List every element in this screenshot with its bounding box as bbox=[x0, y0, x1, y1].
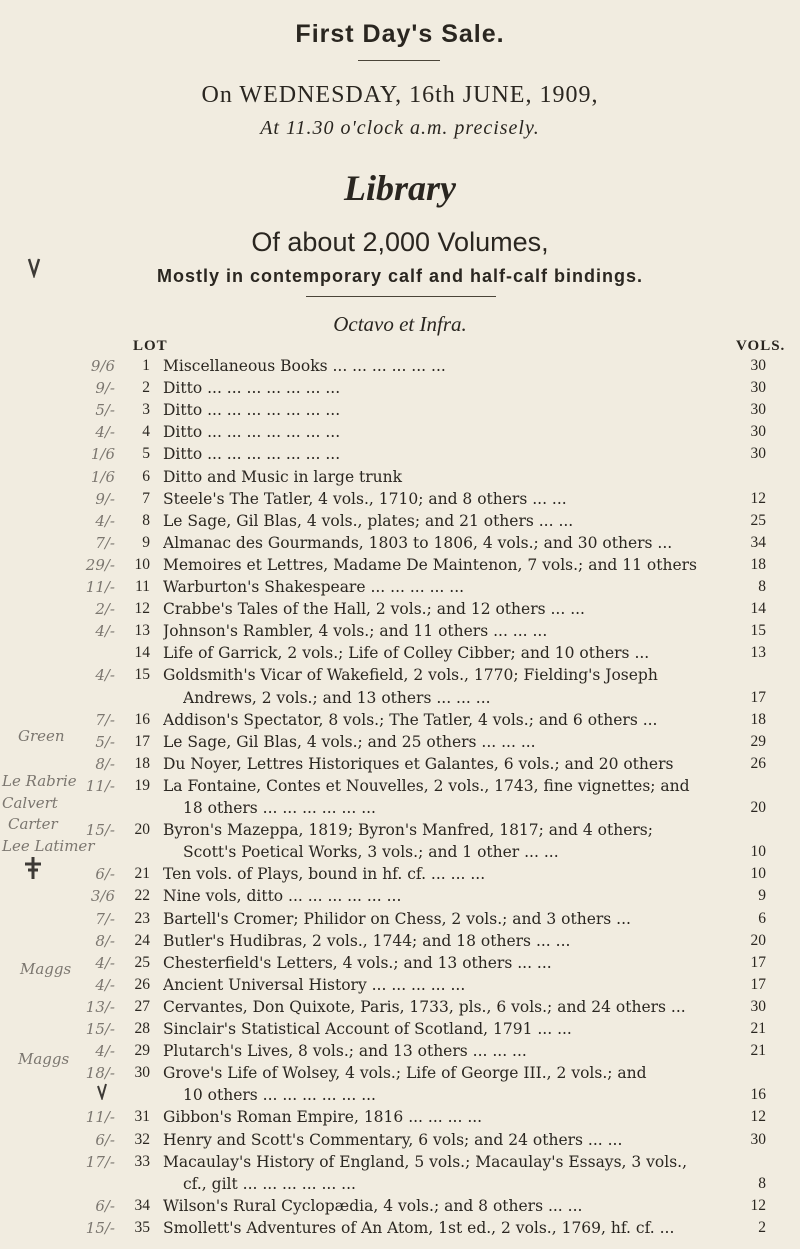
lot-price: 5/- bbox=[95, 401, 115, 419]
lot-vols: 12 bbox=[750, 490, 766, 507]
lot-vols: 17 bbox=[750, 976, 766, 993]
lot-vols: 6 bbox=[758, 910, 766, 927]
lot-vols: 20 bbox=[750, 932, 766, 949]
lot-number: 19 bbox=[134, 777, 150, 794]
lot-vols: 10 bbox=[750, 865, 766, 882]
lot-price: 7/- bbox=[95, 711, 115, 729]
lot-vols: 30 bbox=[750, 357, 766, 374]
lot-description: Plutarch's Lives, 8 vols.; and 13 others ... ... ... bbox=[163, 1042, 527, 1060]
lot-price: 6/- bbox=[95, 1131, 115, 1149]
lot-row bbox=[0, 864, 800, 884]
lot-price: 8/- bbox=[95, 755, 115, 773]
lot-row bbox=[0, 444, 800, 464]
lot-description: Sinclair's Statistical Account of Scotland, 1791 ... ... bbox=[163, 1020, 572, 1038]
lot-price: 4/- bbox=[95, 976, 115, 994]
lot-price: 4/- bbox=[95, 1042, 115, 1060]
lot-vols: 17 bbox=[750, 689, 766, 706]
lot-row bbox=[0, 1196, 800, 1216]
lot-number: 11 bbox=[135, 578, 150, 595]
lot-vols: 16 bbox=[750, 1086, 766, 1103]
lot-number: 29 bbox=[134, 1042, 150, 1059]
lot-vols: 12 bbox=[750, 1108, 766, 1125]
lot-description: Ditto ... ... ... ... ... ... ... bbox=[163, 423, 341, 441]
lot-description: Ditto ... ... ... ... ... ... ... bbox=[163, 401, 341, 419]
lot-description: Miscellaneous Books ... ... ... ... ... ... bbox=[163, 357, 446, 375]
lot-number: 4 bbox=[142, 423, 150, 440]
sale-title: First Day's Sale. bbox=[295, 20, 505, 48]
lot-description: 18 others ... ... ... ... ... ... bbox=[183, 799, 376, 817]
lot-price: 15/- bbox=[85, 1219, 115, 1237]
lot-price: 6/- bbox=[95, 865, 115, 883]
lot-price: 11/- bbox=[85, 777, 115, 795]
lot-vols: 18 bbox=[750, 556, 766, 573]
lot-number: 31 bbox=[134, 1108, 150, 1125]
lot-row bbox=[0, 842, 800, 862]
lot-row bbox=[0, 1085, 800, 1105]
format-line: Octavo et Infra. bbox=[333, 312, 467, 336]
lot-price: 15/- bbox=[85, 821, 115, 839]
lot-number: 9 bbox=[142, 534, 150, 551]
lot-vols: 10 bbox=[750, 843, 766, 860]
lot-description: Ditto ... ... ... ... ... ... ... bbox=[163, 379, 341, 397]
lot-row bbox=[0, 754, 800, 774]
lot-price: 11/- bbox=[85, 1108, 115, 1126]
lot-vols: 8 bbox=[758, 1175, 766, 1192]
lot-vols: 26 bbox=[750, 755, 766, 772]
buyer-note: Maggs bbox=[20, 960, 72, 978]
lot-price: 18/- bbox=[85, 1064, 115, 1082]
lot-row bbox=[0, 489, 800, 509]
lot-description: Butler's Hudibras, 2 vols., 1744; and 18 others ... ... bbox=[163, 932, 571, 950]
lot-description: Goldsmith's Vicar of Wakefield, 2 vols., 1770; Fielding's Joseph bbox=[163, 666, 658, 684]
lot-number: 20 bbox=[134, 821, 150, 838]
lot-number: 26 bbox=[134, 976, 150, 993]
lot-number: 12 bbox=[134, 600, 150, 617]
lot-vols: 30 bbox=[750, 401, 766, 418]
lot-number: 23 bbox=[134, 910, 150, 927]
lot-price: 9/- bbox=[95, 379, 115, 397]
lot-price: 29/- bbox=[85, 556, 115, 574]
buyer-note: Le Rabrie bbox=[2, 772, 77, 790]
lot-description: Ancient Universal History ... ... ... ... ... bbox=[163, 976, 466, 994]
lot-description: Bartell's Cromer; Philidor on Chess, 2 vols.; and 3 others ... bbox=[163, 910, 631, 928]
lot-row bbox=[0, 1041, 800, 1061]
lot-vols: 17 bbox=[750, 954, 766, 971]
lot-description: Ditto and Music in large trunk bbox=[163, 468, 403, 486]
lot-vols: 18 bbox=[750, 711, 766, 728]
buyer-note: Carter bbox=[8, 815, 58, 833]
lot-number: 5 bbox=[142, 445, 150, 462]
lot-description: Addison's Spectator, 8 vols.; The Tatler, 4 vols.; and 6 others ... bbox=[163, 711, 658, 729]
lot-row bbox=[0, 688, 800, 708]
lot-price: 1/6 bbox=[90, 445, 115, 463]
lot-row bbox=[0, 400, 800, 420]
lot-row bbox=[0, 1152, 800, 1172]
lot-number: 10 bbox=[134, 556, 150, 573]
lot-number: 32 bbox=[134, 1131, 150, 1148]
lot-number: 7 bbox=[142, 490, 150, 507]
lot-description: La Fontaine, Contes et Nouvelles, 2 vols., 1743, fine vignettes; and bbox=[163, 777, 690, 795]
lot-vols: 12 bbox=[750, 1197, 766, 1214]
lot-number: 14 bbox=[134, 644, 150, 661]
lot-price: 11/- bbox=[85, 578, 115, 596]
lot-number: 24 bbox=[134, 932, 150, 949]
lot-description: Warburton's Shakespeare ... ... ... ... ... bbox=[163, 578, 465, 596]
lot-description: Byron's Mazeppa, 1819; Byron's Manfred, 1817; and 4 others; bbox=[163, 821, 653, 839]
lot-row bbox=[0, 997, 800, 1017]
lot-number: 6 bbox=[142, 468, 150, 485]
lot-row bbox=[0, 1130, 800, 1150]
lot-number: 22 bbox=[134, 887, 150, 904]
lot-price: 8/- bbox=[95, 932, 115, 950]
lot-description: Almanac des Gourmands, 1803 to 1806, 4 vols.; and 30 others ... bbox=[163, 534, 673, 552]
lot-price: 15/- bbox=[85, 1020, 115, 1038]
lot-price: 1/6 bbox=[90, 468, 115, 486]
lot-description: Du Noyer, Lettres Historiques et Galantes, 6 vols.; and 20 others bbox=[163, 755, 674, 773]
lot-number: 30 bbox=[134, 1064, 150, 1081]
lot-description: Crabbe's Tales of the Hall, 2 vols.; and 12 others ... ... bbox=[163, 600, 585, 618]
lot-vols: 15 bbox=[750, 622, 766, 639]
buyer-note: Calvert bbox=[2, 794, 58, 812]
lot-description: Wilson's Rural Cyclopædia, 4 vols.; and 8 others ... ... bbox=[163, 1197, 583, 1215]
title-rule bbox=[358, 60, 440, 61]
lot-row bbox=[0, 776, 800, 796]
lot-description: Memoires et Lettres, Madame De Maintenon, 7 vols.; and 11 others bbox=[163, 556, 698, 574]
lot-row bbox=[0, 975, 800, 995]
lot-row bbox=[0, 533, 800, 553]
lot-description: Le Sage, Gil Blas, 4 vols.; and 25 others ... ... ... bbox=[163, 733, 536, 751]
lot-row bbox=[0, 1019, 800, 1039]
lot-price: 4/- bbox=[95, 666, 115, 684]
lot-vols: 20 bbox=[750, 799, 766, 816]
lot-price: 4/- bbox=[95, 622, 115, 640]
lot-description: Grove's Life of Wolsey, 4 vols.; Life of George III., 2 vols.; and bbox=[163, 1064, 647, 1082]
lot-number: 17 bbox=[134, 733, 150, 750]
lot-row bbox=[0, 953, 800, 973]
lot-row bbox=[0, 356, 800, 376]
lot-vols: 9 bbox=[758, 887, 766, 904]
lot-number: 2 bbox=[142, 379, 150, 396]
lot-number: 34 bbox=[134, 1197, 150, 1214]
lot-row bbox=[0, 422, 800, 442]
lot-number: 16 bbox=[134, 711, 150, 728]
lot-number: 33 bbox=[134, 1153, 150, 1170]
lot-row bbox=[0, 1107, 800, 1127]
section-rule bbox=[306, 296, 496, 297]
lot-description: 10 others ... ... ... ... ... ... bbox=[183, 1086, 376, 1104]
lot-description: Henry and Scott's Commentary, 6 vols; and 24 others ... ... bbox=[163, 1131, 623, 1149]
lot-row bbox=[0, 1063, 800, 1083]
lot-description: Smollett's Adventures of An Atom, 1st ed., 2 vols., 1769, hf. cf. ... bbox=[163, 1219, 675, 1237]
lot-vols: 30 bbox=[750, 998, 766, 1015]
lot-number: 8 bbox=[142, 512, 150, 529]
lot-row bbox=[0, 577, 800, 597]
lot-row bbox=[0, 599, 800, 619]
lot-price: 5/- bbox=[95, 733, 115, 751]
lot-description: Macaulay's History of England, 5 vols.; Macaulay's Essays, 3 vols., bbox=[163, 1153, 688, 1171]
lot-row bbox=[0, 621, 800, 641]
lot-price: 9/- bbox=[95, 490, 115, 508]
pencil-check-icon bbox=[96, 1082, 108, 1100]
binding-line: Mostly in contemporary calf and half-calf bindings. bbox=[156, 266, 644, 286]
lot-price: 6/- bbox=[95, 1197, 115, 1215]
lot-row bbox=[0, 467, 800, 487]
lot-price: 9/6 bbox=[90, 357, 115, 375]
lot-description: Cervantes, Don Quixote, Paris, 1733, pls., 6 vols.; and 24 others ... bbox=[163, 998, 686, 1016]
lot-price: 7/- bbox=[95, 910, 115, 928]
lot-price: 4/- bbox=[95, 954, 115, 972]
buyer-note: Lee Latimer bbox=[2, 837, 95, 855]
lot-number: 27 bbox=[134, 998, 150, 1015]
lot-description: Gibbon's Roman Empire, 1816 ... ... ... ... bbox=[163, 1108, 483, 1126]
lot-price: 4/- bbox=[95, 423, 115, 441]
lot-vols: 29 bbox=[750, 733, 766, 750]
lot-price: 13/- bbox=[85, 998, 115, 1016]
lot-description: Life of Garrick, 2 vols.; Life of Colley Cibber; and 10 others ... bbox=[163, 644, 650, 662]
lot-description: Nine vols, ditto ... ... ... ... ... ... bbox=[163, 887, 402, 905]
volumes-line: Of about 2,000 Volumes, bbox=[251, 227, 549, 257]
sale-time: At 11.30 o'clock a.m. precisely. bbox=[260, 117, 540, 139]
lot-description: cf., gilt ... ... ... ... ... ... bbox=[183, 1175, 356, 1193]
lot-price: 2/- bbox=[95, 600, 115, 618]
lot-price: 7/- bbox=[95, 534, 115, 552]
lot-row bbox=[0, 555, 800, 575]
lot-vols: 34 bbox=[750, 534, 766, 551]
lot-number: 25 bbox=[134, 954, 150, 971]
lot-row bbox=[0, 886, 800, 906]
lot-row bbox=[0, 710, 800, 730]
lot-number: 28 bbox=[134, 1020, 150, 1037]
vols-column-heading: VOLS. bbox=[736, 338, 786, 354]
lot-vols: 14 bbox=[750, 600, 766, 617]
sale-date: On WEDNESDAY, 16th JUNE, 1909, bbox=[201, 82, 599, 108]
lot-row bbox=[0, 665, 800, 685]
lot-vols: 13 bbox=[750, 644, 766, 661]
lot-vols: 25 bbox=[750, 512, 766, 529]
lot-vols: 21 bbox=[750, 1042, 766, 1059]
lot-price: 17/- bbox=[85, 1153, 115, 1171]
pencil-dagger-icon bbox=[22, 855, 44, 881]
lot-description: Johnson's Rambler, 4 vols.; and 11 others ... ... ... bbox=[163, 622, 548, 640]
lot-number: 21 bbox=[134, 865, 150, 882]
lot-vols: 30 bbox=[750, 423, 766, 440]
lot-vols: 2 bbox=[758, 1219, 766, 1236]
lot-number: 1 bbox=[142, 357, 150, 374]
buyer-note: Maggs bbox=[18, 1050, 70, 1068]
lot-price: 3/6 bbox=[90, 887, 115, 905]
lot-vols: 30 bbox=[750, 379, 766, 396]
library-title: Library bbox=[344, 168, 456, 208]
lot-column-heading: LOT bbox=[133, 338, 168, 354]
lot-description: Le Sage, Gil Blas, 4 vols., plates; and 21 others ... ... bbox=[163, 512, 574, 530]
lot-number: 13 bbox=[134, 622, 150, 639]
lot-row bbox=[0, 820, 800, 840]
lot-row bbox=[0, 1218, 800, 1238]
lot-description: Andrews, 2 vols.; and 13 others ... ... ... bbox=[183, 689, 491, 707]
lot-number: 18 bbox=[134, 755, 150, 772]
pencil-tick-icon bbox=[26, 256, 42, 278]
lot-description: Ditto ... ... ... ... ... ... ... bbox=[163, 445, 341, 463]
lot-row bbox=[0, 931, 800, 951]
lot-vols: 30 bbox=[750, 1131, 766, 1148]
lot-description: Chesterfield's Letters, 4 vols.; and 13 others ... ... bbox=[163, 954, 552, 972]
lot-row bbox=[0, 798, 800, 818]
lot-row bbox=[0, 909, 800, 929]
lot-vols: 30 bbox=[750, 445, 766, 462]
lot-number: 35 bbox=[134, 1219, 150, 1236]
lot-row bbox=[0, 511, 800, 531]
lot-number: 3 bbox=[142, 401, 150, 418]
lot-row bbox=[0, 732, 800, 752]
buyer-note: Green bbox=[18, 727, 65, 745]
lot-vols: 8 bbox=[758, 578, 766, 595]
lot-description: Scott's Poetical Works, 3 vols.; and 1 other ... ... bbox=[183, 843, 559, 861]
lot-row bbox=[0, 1174, 800, 1194]
lot-row bbox=[0, 643, 800, 663]
lot-description: Steele's The Tatler, 4 vols., 1710; and 8 others ... ... bbox=[163, 490, 567, 508]
lot-vols: 21 bbox=[750, 1020, 766, 1037]
lot-description: Ten vols. of Plays, bound in hf. cf. ... ... ... bbox=[163, 865, 486, 883]
lot-number: 15 bbox=[134, 666, 150, 683]
lot-price: 4/- bbox=[95, 512, 115, 530]
lot-row bbox=[0, 378, 800, 398]
